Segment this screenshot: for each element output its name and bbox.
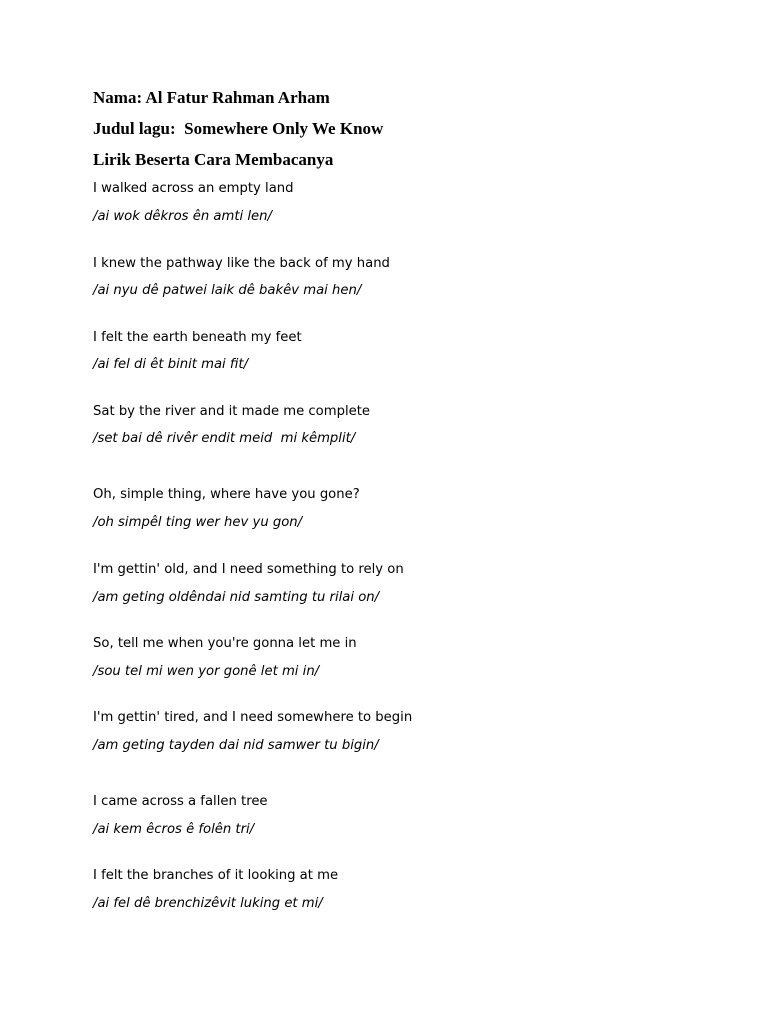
lyric-line: I felt the earth beneath my feet [93,330,302,345]
lyric-line: I'm gettin' old, and I need something to rely on [93,562,404,577]
document-subtitle: Lirik Beserta Cara Membacanya [93,150,334,169]
pronunciation-line: /ai nyu dê patwei laik dê bakêv mai hen/ [93,283,362,298]
lyric-line: So, tell me when you're gonna let me in [93,636,357,651]
lyric-line: I'm gettin' tired, and I need somewhere to begin [93,710,413,725]
pronunciation-line: /oh simpêl ting wer hev yu gon/ [93,515,303,530]
lyric-line: I came across a fallen tree [93,794,268,809]
pronunciation-line: /ai wok dêkros ên amti len/ [93,209,272,224]
pronunciation-line: /am geting oldêndai nid samting tu rilai on/ [93,590,380,605]
pronunciation-line: /ai fel dê brenchizêvit luking et mi/ [93,896,323,911]
pronunciation-line: /ai kem êcros ê folên tri/ [93,822,255,837]
pronunciation-line: /sou tel mi wen yor gonê let mi in/ [93,664,320,679]
lyric-line: I walked across an empty land [93,181,294,196]
pronunciation-line: /set bai dê rivêr endit meid mi kêmplit/ [93,431,356,446]
lyric-line: I knew the pathway like the back of my hand [93,256,390,271]
lyric-line: Oh, simple thing, where have you gone? [93,487,360,502]
student-name: Nama: Al Fatur Rahman Arham [93,88,330,107]
lyric-line: I felt the branches of it looking at me [93,868,339,883]
song-title: Judul lagu: Somewhere Only We Know [93,119,384,138]
pronunciation-line: /am geting tayden dai nid samwer tu bigin/ [93,738,379,753]
lyric-line: Sat by the river and it made me complete [93,404,371,419]
pronunciation-line: /ai fel di êt binit mai fit/ [93,357,249,372]
